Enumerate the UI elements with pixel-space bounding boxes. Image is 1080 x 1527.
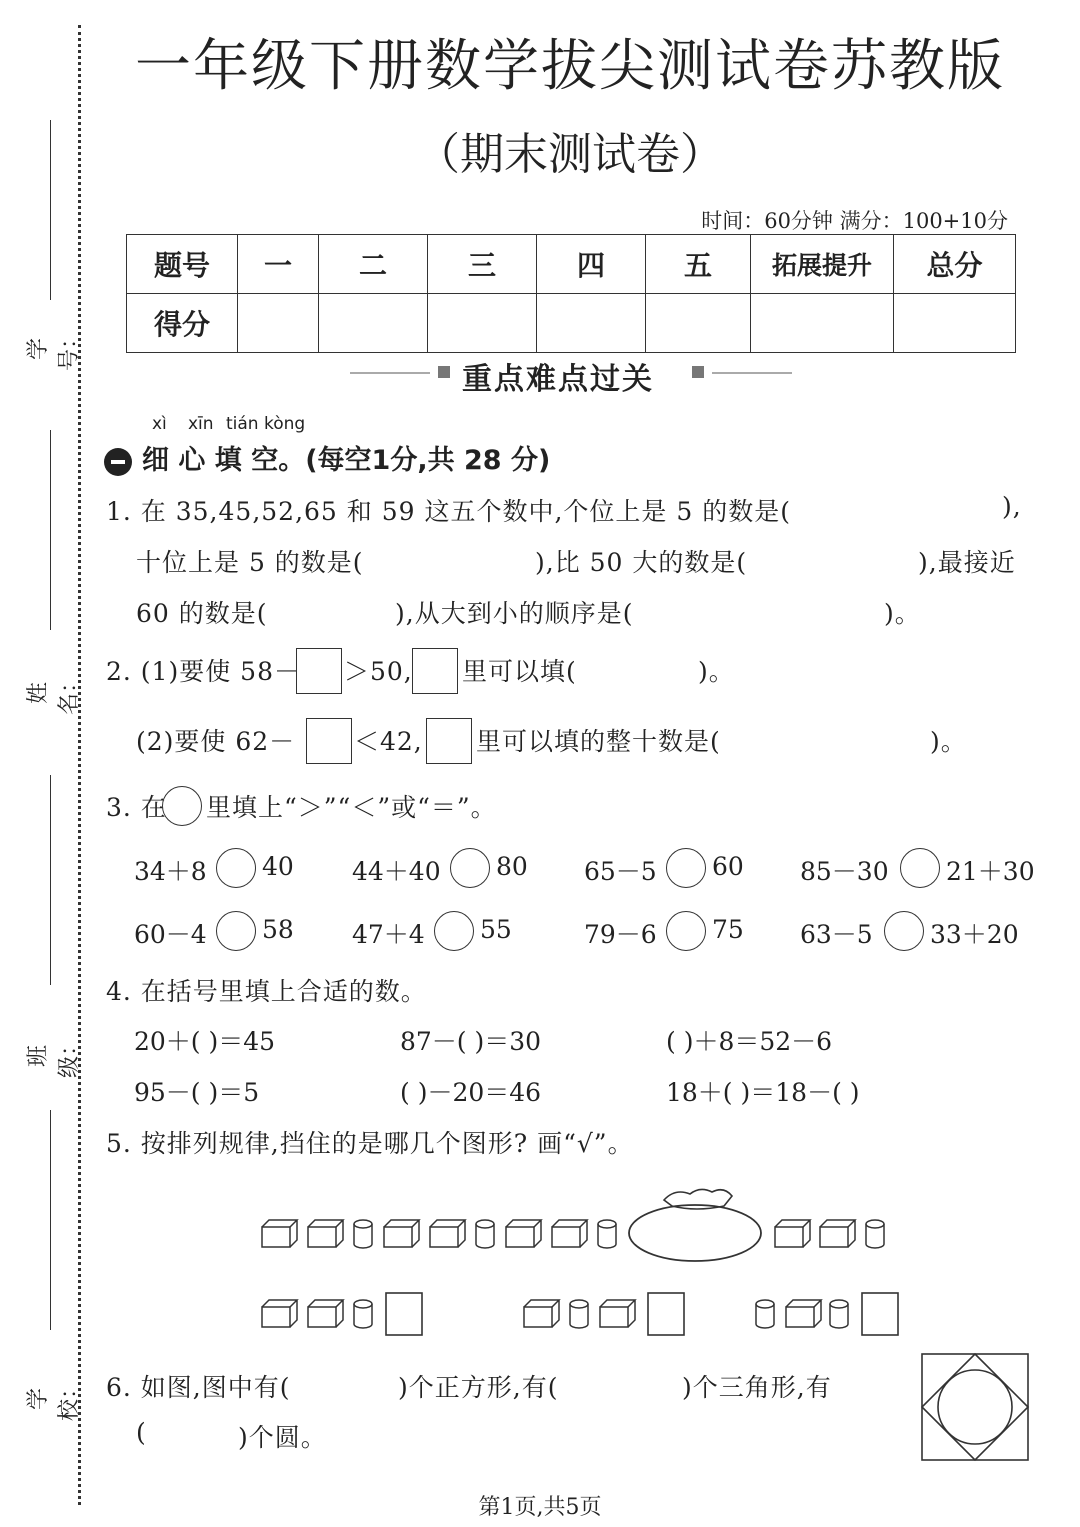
cuboid-shape [262, 1220, 297, 1247]
section-banner [350, 352, 790, 396]
fill-equation: ( )－20＝46 [400, 1078, 542, 1107]
cuboid-shape [308, 1300, 343, 1327]
answer-box[interactable] [648, 1293, 684, 1335]
compare-circle[interactable] [900, 848, 940, 888]
score-value-row [127, 294, 1016, 353]
banner-square-icon [692, 366, 704, 378]
q2-part2d: )。 [930, 727, 967, 756]
q1-line1 [106, 492, 791, 528]
cylinder-shape [354, 1300, 372, 1328]
pattern-figure [0, 1180, 1080, 1350]
q1-text: 1. 在 35,45,52,65 和 59 这五个数中,个位上是 5 的数是( [106, 497, 791, 526]
inner-circle [938, 1370, 1012, 1444]
compare-right: 75 [712, 915, 744, 944]
score-header-cell: 四 [537, 235, 646, 294]
q5-title: 5. 按排列规律,挡住的是哪几个图形? 画“√”。 [106, 1129, 634, 1158]
page-title: 一年级下册数学拔尖测试卷苏教版 [135, 34, 1005, 99]
q2-answer-box[interactable] [296, 648, 342, 694]
score-header-cell: 总分 [894, 235, 1016, 294]
compare-right: 58 [262, 915, 294, 944]
score-header-row [127, 235, 1016, 294]
fill-equation: 18＋( )＝18－( ) [666, 1078, 860, 1107]
q1-line3b: ),从大到小的顺序是( [395, 599, 634, 628]
compare-right: 80 [496, 852, 528, 881]
compare-left: 63－5 [800, 920, 873, 949]
compare-circle[interactable] [216, 848, 256, 888]
pinyin: xīn [188, 414, 214, 434]
q4-title: 4. 在括号里填上合适的数。 [106, 977, 427, 1006]
q1-line2b: ),比 50 大的数是( [535, 548, 748, 577]
score-cell[interactable] [537, 294, 646, 353]
compare-left: 47＋4 [352, 920, 425, 949]
compare-left: 44＋40 [352, 857, 441, 886]
name-label: 姓名： [26, 671, 82, 716]
cuboid-shape [820, 1220, 855, 1247]
compare-circle[interactable] [666, 848, 706, 888]
q2-answer-box[interactable] [426, 718, 472, 764]
pinyin: xì [152, 414, 167, 434]
answer-box[interactable] [862, 1293, 898, 1335]
q1-line2c: ),最接近 [918, 548, 1016, 577]
cuboid-shape [775, 1220, 810, 1247]
score-header-cell: 一 [238, 235, 319, 294]
banner-line-right [712, 372, 792, 374]
bag-knot [664, 1189, 732, 1209]
section-title: 细 心 填 空。(每空1分,共 28 分) [142, 445, 551, 476]
q1-blank-end: ), [1002, 492, 1022, 521]
answer-options-row [262, 1300, 848, 1328]
q6-line1c: )个三角形,有 [682, 1373, 832, 1402]
cylinder-shape [476, 1220, 494, 1248]
compare-circle[interactable] [666, 911, 706, 951]
cuboid-shape [308, 1220, 343, 1247]
compare-circle[interactable] [884, 911, 924, 951]
q2-part1a: 2. (1)要使 58－ [106, 657, 300, 686]
bag-ellipse [629, 1205, 761, 1261]
banner-square-icon [438, 366, 450, 378]
pinyin: tián [226, 414, 259, 434]
cuboid-shape [524, 1300, 559, 1327]
school-label: 学校： [26, 1377, 82, 1422]
fill-equation: 20＋( )＝45 [134, 1027, 276, 1056]
score-cell[interactable] [894, 294, 1016, 353]
score-header-cell: 拓展提升 [751, 235, 894, 294]
q6-line1a: 6. 如图,图中有( [106, 1373, 291, 1402]
q6-line2a: ( [136, 1418, 147, 1447]
exam-meta: 时间：60分钟 满分：100+10分 [701, 209, 1008, 233]
section-heading [104, 438, 550, 477]
q3-sample-circle [162, 786, 202, 826]
section-number-one-icon [104, 448, 132, 476]
cylinder-shape [756, 1300, 774, 1328]
score-cell[interactable] [751, 294, 894, 353]
score-header-cell: 五 [646, 235, 751, 294]
compare-right: 33＋20 [930, 920, 1019, 949]
name-line [50, 430, 51, 630]
banner-line-left [350, 372, 430, 374]
q1-line3a: 60 的数是( [136, 599, 268, 628]
compare-circle[interactable] [450, 848, 490, 888]
cuboid-shape [552, 1220, 587, 1247]
page-subtitle: （期末测试卷） [416, 129, 724, 180]
score-cell[interactable] [238, 294, 319, 353]
compare-left: 60－4 [134, 920, 207, 949]
score-header-cell: 三 [428, 235, 537, 294]
q2-part1b: ＞50, [344, 657, 413, 686]
class-line [50, 775, 51, 985]
score-header-cell: 二 [319, 235, 428, 294]
cuboid-shape [600, 1300, 635, 1327]
cylinder-shape [830, 1300, 848, 1328]
score-table [126, 234, 1016, 353]
q1-line2a: 十位上是 5 的数是( [136, 548, 364, 577]
score-cell[interactable] [646, 294, 751, 353]
q6-line1b: )个正方形,有( [398, 1373, 559, 1402]
compare-right: 55 [480, 915, 512, 944]
compare-right: 21＋30 [946, 857, 1035, 886]
compare-left: 85－30 [800, 857, 889, 886]
pattern-sequence-row [262, 1220, 884, 1248]
q3-title-b: 里填上“＞”“＜”或“＝”。 [206, 793, 497, 822]
score-row-label: 得分 [127, 294, 238, 353]
fill-equation: 95－( )＝5 [134, 1078, 260, 1107]
banner-text: 重点难点过关 [462, 362, 654, 397]
compare-left: 65－5 [584, 857, 657, 886]
cuboid-shape [262, 1300, 297, 1327]
q2-answer-box[interactable] [306, 718, 352, 764]
cuboid-shape [384, 1220, 419, 1247]
cuboid-shape [430, 1220, 465, 1247]
compare-left: 79－6 [584, 920, 657, 949]
cuboid-shape [786, 1300, 821, 1327]
pinyin: kòng [264, 414, 306, 434]
q1-line3c: )。 [884, 599, 921, 628]
cylinder-shape [598, 1220, 616, 1248]
compare-circle[interactable] [434, 911, 474, 951]
page-footer: 第1页,共5页 [478, 1495, 602, 1520]
compare-right: 40 [262, 852, 294, 881]
q2-part1c: 里可以填( [462, 657, 577, 686]
geometry-figure [920, 1352, 1032, 1464]
q6-line2b: )个圆。 [238, 1423, 327, 1452]
cuboid-shape [506, 1220, 541, 1247]
score-cell[interactable] [319, 294, 428, 353]
score-header-cell: 题号 [127, 235, 238, 294]
fill-equation: 87－( )＝30 [400, 1027, 542, 1056]
class-label: 班级： [26, 1034, 82, 1079]
fill-equation: ( )＋8＝52－6 [666, 1027, 833, 1056]
q2-part2b: ＜42, [354, 727, 423, 756]
compare-right: 60 [712, 852, 744, 881]
cylinder-shape [354, 1220, 372, 1248]
compare-circle[interactable] [216, 911, 256, 951]
answer-box[interactable] [386, 1293, 422, 1335]
q2-part2c: 里可以填的整十数是( [476, 727, 721, 756]
cylinder-shape [570, 1300, 588, 1328]
cylinder-shape [866, 1220, 884, 1248]
q2-part2a: (2)要使 62－ [136, 727, 296, 756]
q2-answer-box[interactable] [412, 648, 458, 694]
q2-part1d: )。 [698, 657, 735, 686]
student-id-label: 学号： [26, 327, 82, 372]
score-cell[interactable] [428, 294, 537, 353]
q3-title-a: 3. 在 [106, 793, 167, 822]
compare-left: 34＋8 [134, 857, 207, 886]
